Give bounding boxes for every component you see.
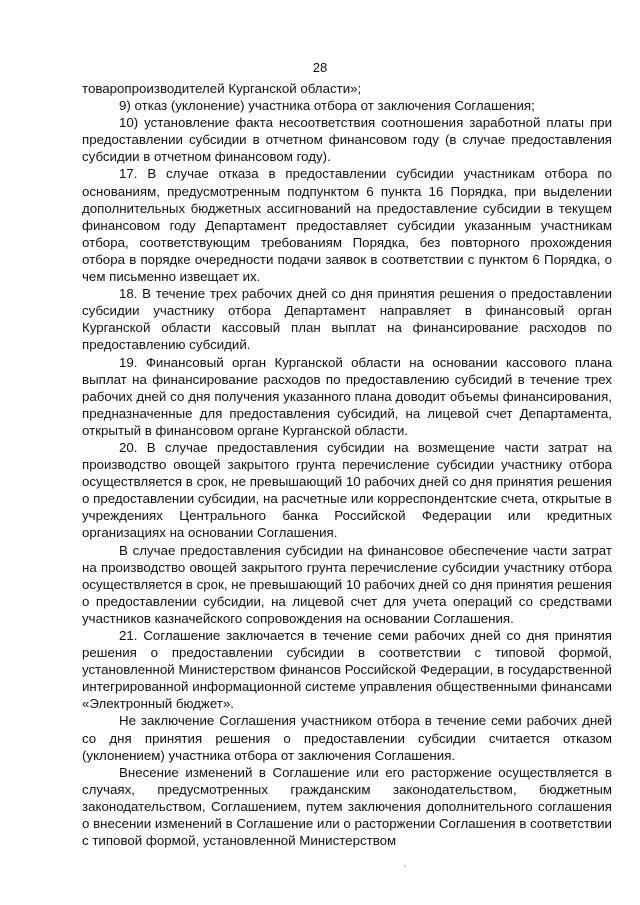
paragraph-clause-19: 19. Финансовый орган Курганской области на основании кассового плана выплат на финансирование расходов по предоставлению субсидий в течение трех рабочих дней со дня получения указанного плана доводит объемы финансирования, предназначенные для предоставления субсидий, на лицевой счет Департамента, открытый в финансовом органе Курганской области. bbox=[82, 354, 612, 438]
paragraph-clause-18: 18. В течение трех рабочих дней со дня принятия решения о предоставлении субсидии участнику отбора Департамент направляет в финансовый орган Курганской области кассовый план выплат на финансирование расходов по предоставлению субсидий. bbox=[82, 286, 612, 353]
paragraph-continuation: товаропроизводителей Курганской области»; bbox=[82, 81, 362, 96]
paragraph-clause-17: 17. В случае отказа в предоставлении субсидии участникам отбора по основаниям, предусмотренным подпунктом 6 пункта 16 Порядка, при выделении дополнительных бюджетных ассигнований на предоставление субсидии в текущем финансовом году Департамент предоставляет субсидии указанным участникам отбора, соответствующим требованиям Порядка, без повторного прохождения отбора в порядке очередности подачи заявок в соответствии с пунктом 6 Порядка, о чем письменно извещает их. bbox=[82, 166, 612, 285]
paragraph-clause-20-part-2: В случае предоставления субсидии на финансовое обеспечение части затрат на производство овощей закрытого грунта перечисление субсидии участнику отбора осуществляется в срок, не превышающий 10 рабочих дней со дня принятия решения о предоставлении субсидии, на лицевой счет для учета операций со средствами участников казначейского сопровождения на основании Соглашения. bbox=[82, 542, 612, 626]
paragraph-clause-20: 20. В случае предоставления субсидии на возмещение части затрат на производство овощей закрытого грунта перечисление субсидии участнику отбора осуществляется в срок, не превышающий 10 рабочих дней со дня принятия решения о предоставлении субсидии, на расчетные или корреспондентские счета, открытые в учреждениях Центрального банка Российской Федерации или кредитных организациях на основании Соглашения. bbox=[82, 439, 612, 541]
page-number: 28 bbox=[312, 60, 328, 75]
paragraph-item-9: 9) отказ (уклонение) участника отбора от заключения Соглашения; bbox=[119, 98, 535, 114]
paragraph-clause-21: 21. Соглашение заключается в течение семи рабочих дней со дня принятия решения о предоставлении субсидии в соответствии с типовой формой, установленной Министерством финансов Российской Федерации, в государственной интегрированной информационной системе управления общественными финансами «Электронный бюджет». bbox=[82, 628, 612, 712]
paragraph-item-10: 10) установление факта несоответствия соотношения заработной платы при предоставлении субсидии в отчетном финансовом году (в случае предоставления субсидии в отчетном финансовом году). bbox=[82, 115, 612, 165]
paragraph-clause-21-part-3: Внесение изменений в Соглашение или его расторжение осуществляется в случаях, предусмотренных гражданским законодательством, бюджетным законодательством, Соглашением, путем заключения дополнительного соглашения о внесении изменений в Соглашение или о расторжении Соглашения в соответствии с типовой формой, установленной Министерством bbox=[82, 764, 612, 849]
document-body bbox=[82, 80, 612, 849]
scan-speck bbox=[404, 865, 406, 867]
paragraph-clause-21-part-2: Не заключение Соглашения участником отбора в течение семи рабочих дней со дня принятия решения о предоставлении субсидии считается отказом (уклонением) участника отбора от заключения Соглашения. bbox=[82, 713, 612, 763]
